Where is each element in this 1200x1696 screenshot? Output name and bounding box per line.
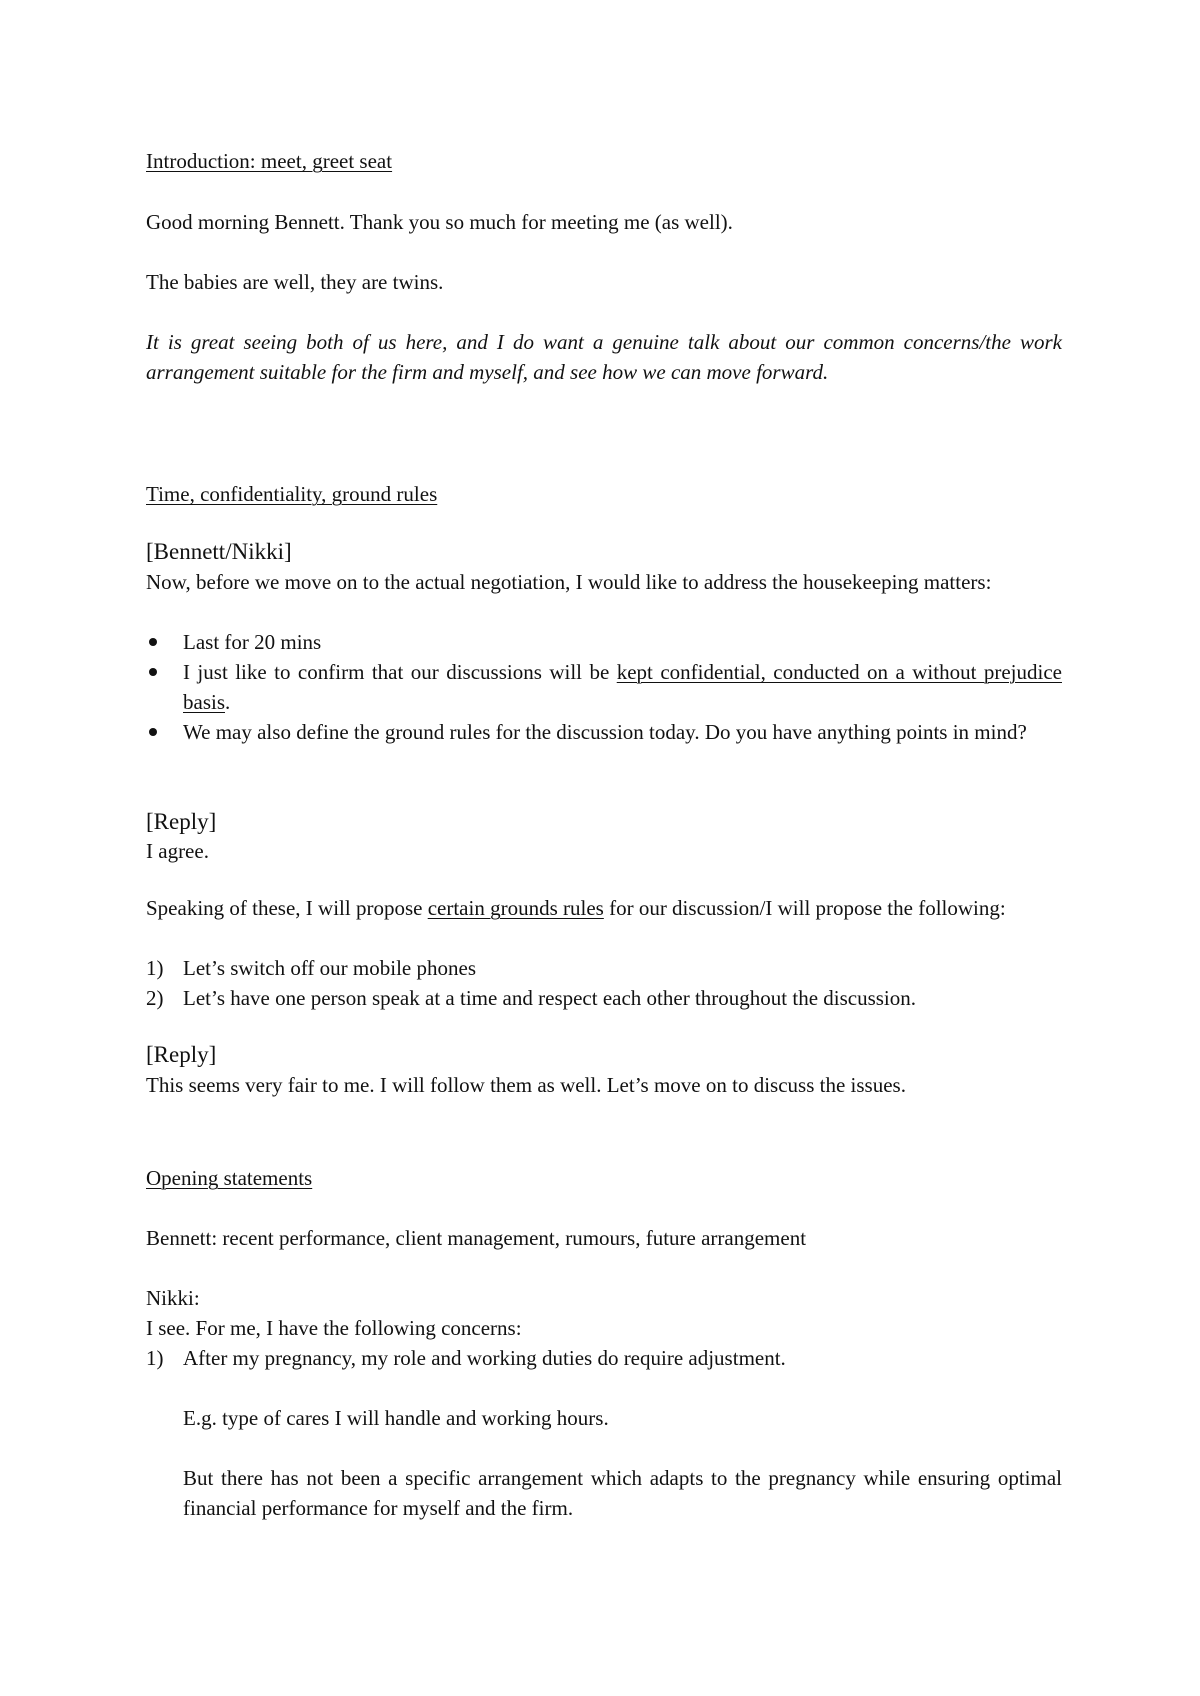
- bullet-icon: [149, 728, 157, 736]
- underlined-ground-rules-text: certain grounds rules: [427, 896, 604, 920]
- example-text: E.g. type of cares I will handle and working hours.: [183, 1406, 609, 1430]
- speaker-tag: [Bennett/Nikki]: [146, 539, 292, 564]
- bullet-icon: [149, 638, 157, 646]
- housekeeping-lead: Now, before we move on to the actual negotiation, I would like to address the housekeeping matters:: [146, 570, 992, 594]
- housekeeping-list: [146, 627, 1062, 747]
- nikki-lead: I see. For me, I have the following concerns:: [146, 1316, 522, 1340]
- intro-italic-statement: It is great seeing both of us here, and I do want a genuine talk about our common concerns/the work arrangement suitable for the firm and myself, and see how we can move forward.: [146, 330, 1062, 384]
- intro-heading: Introduction: meet, greet seat: [146, 149, 393, 173]
- opening-heading: Opening statements: [146, 1166, 313, 1190]
- bullet-text: Last for 20 mins: [183, 630, 322, 654]
- list-item: [146, 717, 1062, 747]
- concern-text: After my pregnancy, my role and working duties do require adjustment.: [183, 1346, 786, 1370]
- underlined-confidential-text: kept confidential, conducted on a without prejudice basis: [183, 660, 1062, 714]
- nikki-tag: Nikki:: [146, 1286, 200, 1310]
- list-item: [146, 983, 1062, 1013]
- rule-text: Let’s have one person speak at a time and respect each other throughout the discussion.: [183, 986, 917, 1010]
- proposal-text: Speaking of these, I will propose: [146, 896, 428, 920]
- reply-tag: [Reply]: [146, 809, 217, 834]
- arrangement-paragraph: But there has not been a specific arrangement which adapts to the pregnancy while ensuring optimal financial performance for myself and the firm.: [183, 1466, 1062, 1520]
- bullet-icon: [149, 668, 157, 676]
- list-item: [146, 627, 1062, 657]
- list-item: [146, 1343, 1062, 1373]
- concerns-list: [146, 1343, 1062, 1373]
- list-number: 2): [146, 986, 164, 1010]
- proposal-paragraph: [146, 893, 1062, 923]
- list-number: 1): [146, 1346, 164, 1370]
- reply-tag: [Reply]: [146, 1042, 217, 1067]
- bennett-line: Bennett: recent performance, client management, rumours, future arrangement: [146, 1226, 807, 1250]
- bullet-text-end: .: [225, 690, 231, 714]
- bullet-text: I just like to confirm that our discussions will be: [183, 660, 617, 684]
- list-item: [146, 953, 1062, 983]
- rule-text: Let’s switch off our mobile phones: [183, 956, 476, 980]
- list-item: [146, 657, 1062, 717]
- proposal-text-end: for our discussion/I will propose the following:: [603, 896, 1006, 920]
- reply-text: I agree.: [146, 839, 209, 863]
- intro-greeting: Good morning Bennett. Thank you so much for meeting me (as well).: [146, 210, 733, 234]
- reply-text: This seems very fair to me. I will follow them as well. Let’s move on to discuss the issues.: [146, 1073, 906, 1097]
- time-heading: Time, confidentiality, ground rules: [146, 482, 438, 506]
- rules-list: [146, 953, 1062, 1013]
- intro-babies: The babies are well, they are twins.: [146, 270, 444, 294]
- list-number: 1): [146, 956, 164, 980]
- bullet-text: We may also define the ground rules for the discussion today. Do you have anything points in mind?: [183, 720, 1027, 744]
